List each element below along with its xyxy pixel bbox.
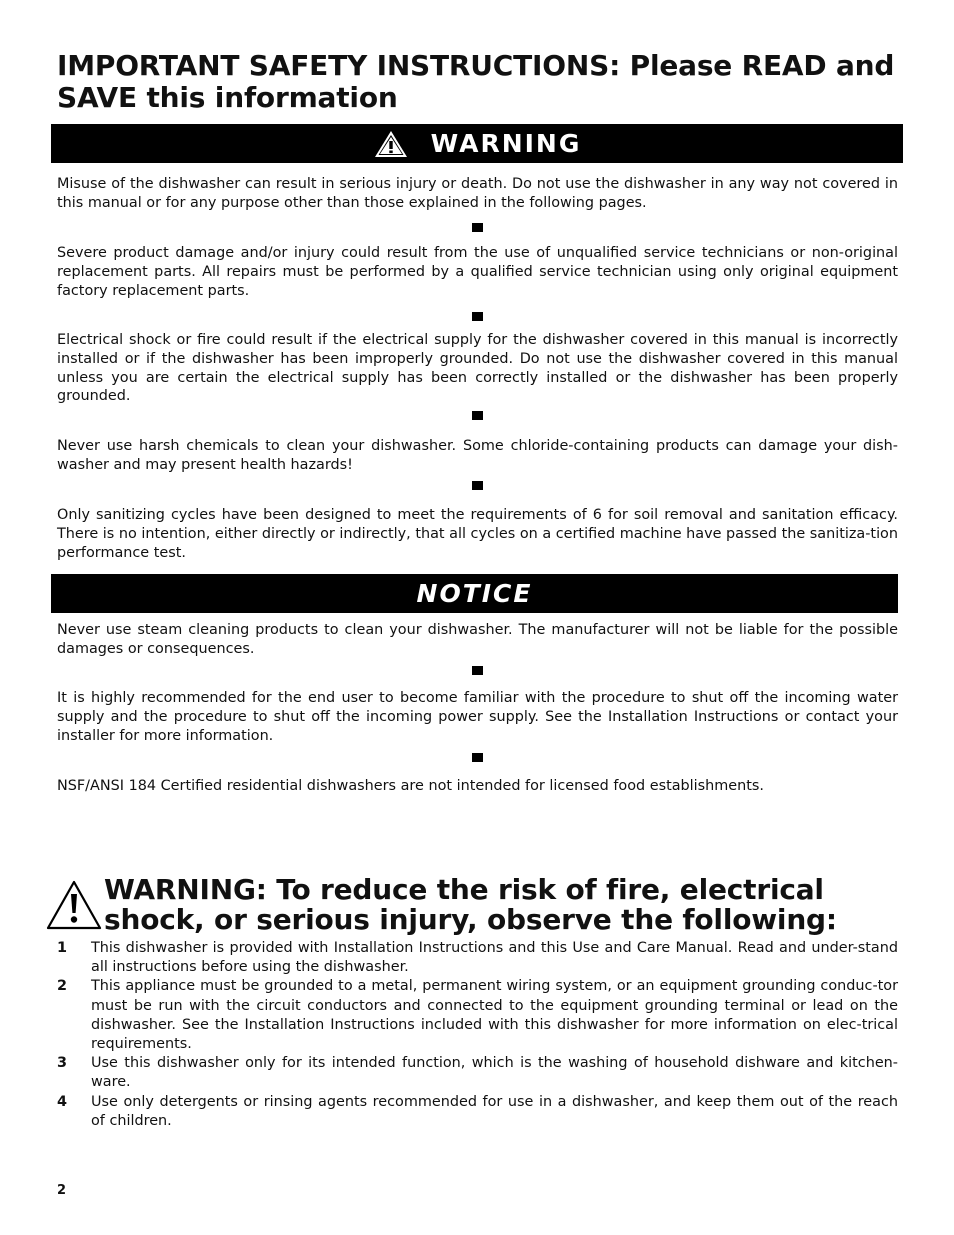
fire-warning-section [46,875,916,935]
safety-list [57,939,898,1131]
paragraph-separator [472,411,483,420]
notice-paragraph-steam: Never use steam cleaning products to clean your dishwasher. The manufacturer will not be liable for the possible damages or consequences. [57,622,898,657]
list-item [57,977,898,1054]
paragraph-separator [472,312,483,321]
warning-paragraph-misuse: Misuse of the dishwasher can result in serious injury or death. Do not use the dishwasher in any way not covered in this manual or for any purpose other than those explained in the following pages. [57,176,898,211]
list-item [57,939,898,977]
warning-banner-label: WARNING [430,129,582,158]
warning-paragraph-electrical: Electrical shock or fire could result if the electrical supply for the dishwasher covered in this manual is incorrectly installed or if the dishwasher has been improperly grounded. Do not use the dishwasher covered in this manual unless you are certain the electrical supply has been correctly installed or the dishwasher has been properly grounded. [57,332,898,405]
notice-paragraph-shutoff: It is highly recommended for the end user to become familiar with the procedure to shut off the incoming water supply and the procedure to shut off the incoming power supply. See the Installation Instructions or contact your installer for more information. [57,690,898,744]
warning-triangle-icon [373,129,409,159]
warning-paragraph-repairs: Severe product damage and/or injury could result from the use of unqualified service technicians or non-original replacement parts. All repairs must be performed by a qualified service technician using only original equipment factory replacement parts. [57,245,898,299]
notice-paragraph-nsf: NSF/ANSI 184 Certified residential dishwashers are not intended for licensed food establishments. [57,778,764,794]
list-item-text: Use only detergents or rinsing agents recommended for use in a dishwasher, and keep them out of the reach of children. [91,1093,898,1129]
page-title: IMPORTANT SAFETY INSTRUCTIONS: Please READ and SAVE this information [57,49,895,114]
list-item [57,1093,898,1131]
warning-triangle-icon [46,880,102,930]
paragraph-separator [472,666,483,675]
warning-paragraph-chemicals: Never use harsh chemicals to clean your dishwasher. Some chloride-containing products can damage your dish-washer and may present health hazards! [57,438,898,473]
list-item-number: 4 [57,1093,68,1110]
fire-warning-heading: WARNING: To reduce the risk of fire, electrical shock, or serious injury, observe the following: [104,873,837,936]
warning-banner [51,124,903,163]
list-item-number: 1 [57,940,68,956]
page-number: 2 [57,1183,67,1198]
list-item [57,1054,898,1092]
list-item-number: 2 [57,978,68,995]
paragraph-separator [472,753,483,762]
paragraph-separator [472,481,483,490]
notice-banner-label: NOTICE [416,579,533,608]
paragraph-separator [472,223,483,232]
list-item-number: 3 [57,1055,68,1072]
notice-banner [51,574,898,613]
warning-paragraph-sanitizing: Only sanitizing cycles have been designed to meet the requirements of 6 for soil removal and sanitation efficacy. There is no intention, either directly or indirectly, that all cycles on a certified machine have passed the sanitiza-tion performance test. [57,507,898,561]
list-item-text: Use this dishwasher only for its intended function, which is the washing of household dishware and kitchen-ware. [91,1055,898,1091]
list-item-text: This dishwasher is provided with Installation Instructions and this Use and Care Manual. Read and under-stand all instructions before using the dishwasher. [91,940,898,976]
list-item-text: This appliance must be grounded to a metal, permanent wiring system, or an equipment grounding conduc-tor must be run with the circuit conductors and connected to the equipment grounding terminal or lead on the dishwasher. See the Installation Instructions included with this dishwasher for more information on elec-trical requirements. [91,978,898,1053]
